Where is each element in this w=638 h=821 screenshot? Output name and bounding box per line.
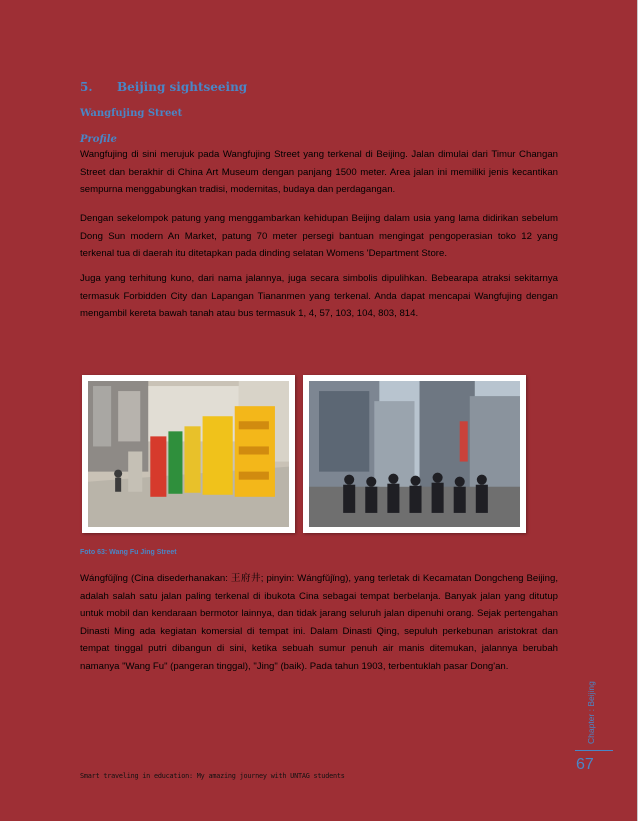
chapter-divider — [575, 750, 613, 751]
profile-label: Profile — [80, 134, 117, 145]
paragraph-intro: Wangfujing di sini merujuk pada Wangfujing Street yang terkenal di Beijing. Jalan dimulai dari Timur Changan Street dan berakhir di China Art Museum dengan panjang 1500 meter. Area jalan ini memiliki jenis kecantikan sempurna menggabungkan tradisi, modernitas, budaya dan perdagangan. — [80, 149, 558, 196]
group-street-image — [309, 381, 520, 527]
paragraph-history: Wángfǔjǐng (Cina disederhanakan: 王府井; pinyin: Wángfǔjǐng), yang terletak di Kecamatan Dongcheng Beijing, adalah salah satu jalan paling terkenal di ibukota Cina sebagai tempat berbelanja. Banyak jalan yang ditutup untuk mobil dan kendaraan bermotor lainnya, dan tidak jarang seluruh jalan dipenuhi orang. Sejak pertengahan Dinasti Ming ada kegiatan komersial di tempat ini. Dalam Dinasti Qing, sepuluh perkebunan aristokrat dan tempat tinggal putri dibangun di sini, ketika sebuah sumur penuh air manis ditemukan, jalannya berubah namanya "Wang Fu" (pangeran tinggal), "Jing" (baik). Pada tahun 1903, terbentuklah pasar Dong'an. — [80, 573, 558, 672]
subsection-heading: Wangfujing Street — [80, 108, 183, 119]
section-heading — [80, 80, 247, 94]
photo-caption: Foto 63: Wang Fu Jing Street — [80, 549, 177, 556]
photo-street-letters — [82, 375, 295, 533]
paragraph-access: Juga yang terhitung kuno, dari nama jalannya, juga secara simbolis dipulihkan. Bebearapa atraksi sekitarnya termasuk Forbidden City dan Lapangan Tiananmen yang terkenal. Anda dapat mencapai Wangfujing dengan mengambil kereta bawah tanah atau bus termasuk 1, 4, 57, 103, 104, 803, 814. — [80, 273, 558, 320]
footer-text: Smart traveling in education: My amazing journey with UNTAG students — [80, 772, 345, 780]
chapter-label: Chapter : Beijing — [586, 681, 596, 744]
paragraph-statues: Dengan sekelompok patung yang menggambarkan kehidupan Beijing dalam usia yang lama didirikan sebelum Dong Sun modern An Market, patung 70 meter persegi bantuan mengingat pengoperasian toko 12 yang terkenal tua di daerah itu ditetapkan pada dinding selatan Womens 'Department Store. — [80, 213, 558, 260]
photo-group-street — [303, 375, 526, 533]
section-number: 5. — [80, 80, 93, 94]
page-number: 67 — [576, 756, 594, 773]
section-title: Beijing sightseeing — [117, 80, 248, 94]
street-letters-image — [88, 381, 289, 527]
